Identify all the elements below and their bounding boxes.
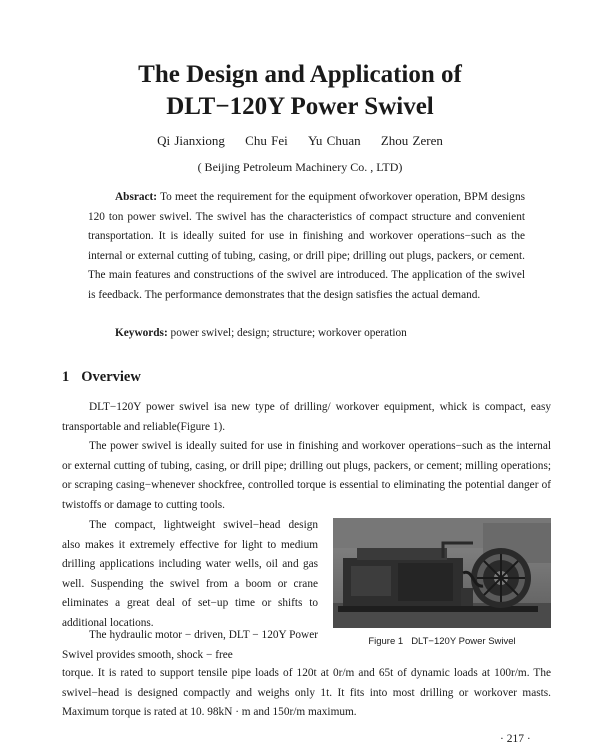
section-title: Overview: [81, 369, 141, 385]
paper-title-line-2: DLT−120Y Power Swivel: [166, 93, 434, 120]
figure-caption-text: DLT−120Y Power Swivel: [411, 636, 516, 647]
figure-photo: [333, 518, 551, 628]
abstract-text: To meet the requirement for the equipment ofworkover operation, BPM designs 120 ton power swivel. The swivel has the characteristics of compact structure and convenient transportation. It is ideally suited for use in finishing and workover operations−such as the internal or external cutting of tubing, casing, or drill pipe; drilling out plugs, packers, or cement. The main features and constructions of the swivel are introduced. The application of the swivel is feedback. The performance demonstrates that the design satisfies the actual demand.: [88, 191, 525, 301]
paper-title-line-1: The Design and Application of: [138, 61, 462, 88]
body-paragraph: The compact, lightweight swivel−head design also makes it extremely effective for light to medium drilling applications including water wells, oil and gas well. Suspending the swivel from a boom or crane eliminates a great deal of set−up time or shifts to additional locations.: [62, 519, 318, 629]
keywords-text: power swivel; design; structure; workover operation: [167, 327, 407, 339]
body-paragraph: The power swivel is ideally suited for use in finishing and workover operations−such as the internal or external cutting of tubing, casing, or drill pipe; drilling out plugs, packers, or cement; milling operations; or scraping casing−whenever shockfree, controlled torque is essential to eliminating the potential danger of twistoffs or damage to cutting tools.: [62, 440, 551, 511]
abstract: [88, 188, 525, 305]
author-name: Yu Chuan: [307, 133, 361, 148]
body-paragraph: DLT−120Y power swivel isa new type of drilling/ workover equipment, whick is compact, easy transportable and reliable(Figure 1).: [62, 401, 551, 433]
author-name: Qi Jianxiong: [157, 133, 225, 148]
keywords-label: Keywords:: [115, 327, 168, 339]
figure-label: Figure 1: [368, 636, 404, 647]
abstract-label: Absract:: [115, 191, 158, 203]
section-number: 1: [62, 369, 70, 385]
page-number: · 217 ·: [500, 733, 531, 745]
author-name: Zhou Zeren: [380, 133, 443, 148]
body-paragraph: torque. It is rated to support tensile pipe loads of 120t at 0r/m and 65t of dynamic loads at 100r/m. The swivel−head is designed compactly and weighs only 1t. It fits into most drilling or workover masts. Maximum torque is rated at 10. 98kN · m and 150r/m maximum.: [62, 667, 551, 719]
figure-caption: [333, 636, 551, 647]
author-list: [0, 133, 600, 149]
section-heading: [62, 369, 141, 386]
power-swivel-photo: [333, 518, 551, 628]
body-paragraph: The hydraulic motor − driven, DLT − 120Y Power Swivel provides smooth, shock − free: [62, 629, 318, 661]
affiliation: ( Beijing Petroleum Machinery Co. , LTD): [197, 160, 403, 174]
keywords: [115, 324, 535, 343]
author-name: Chu Fei: [245, 133, 288, 148]
